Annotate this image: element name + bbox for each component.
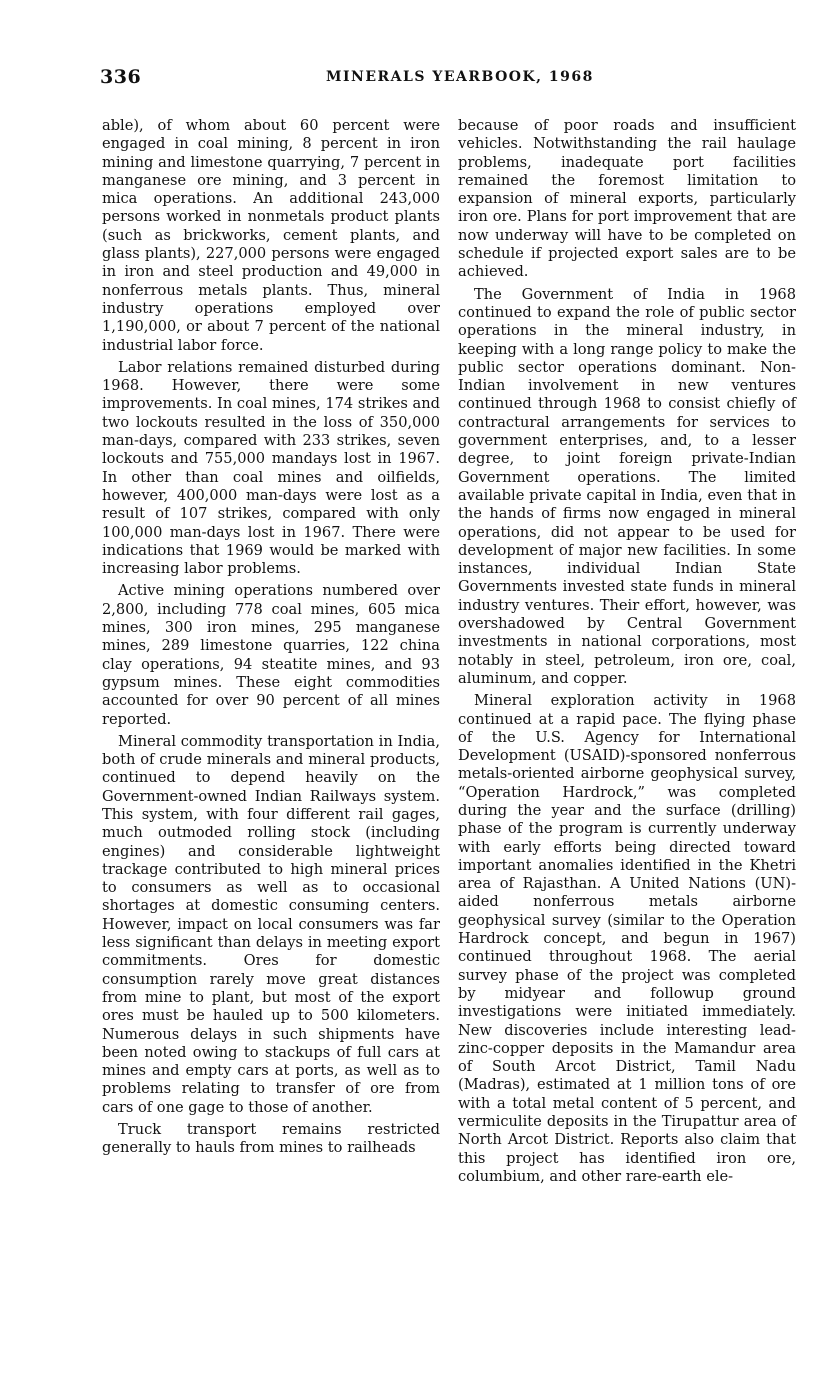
left-column: [102, 117, 440, 1162]
paragraph-port-facilities: because of poor roads and insufficient vehicles. Notwithstanding the rail haulage problems, inadequate port facilities remained the foremost limitation to expansion of mineral exports, particularly iron ore. Plans for port improvement that are now underway will have to be completed on schedule if projected export sales are to be achieved.: [458, 117, 796, 281]
paragraph-labor-relations: Labor relations remained disturbed during 1968. However, there were some improvements. In coal mines, 174 strikes and two lockouts resulted in the loss of 350,000 man-days, compared with 233 strikes, seven lockouts and 755,000 mandays lost in 1967. In other than coal mines and oilfields, however, 400,000 man-days were lost as a result of 107 strikes, compared with only 100,000 man-days lost in 1967. There were indications that 1969 would be marked with increasing labor problems.: [102, 358, 440, 578]
right-column: [458, 117, 796, 1190]
paragraph-employment: able), of whom about 60 percent were engaged in coal mining, 8 percent in iron mining and limestone quarrying, 7 percent in manganese ore mining, and 3 percent in mica operations. An additional 243,000 persons worked in nonmetals product plants (such as brickworks, cement plants, and glass plants), 227,000 persons were engaged in iron and steel production and 49,000 in nonferrous metals plants. Thus, mineral industry operations employed over 1,190,000, or about 7 percent of the national industrial labor force.: [102, 117, 440, 354]
paragraph-public-sector: The Government of India in 1968 continued to expand the role of public sector operations in the mineral industry, in keeping with a long range policy to make the public sector operations dominant. Non-Indian involvement in new ventures continued through 1968 to consist chiefly of contractural arrangements for services to government enterprises, and, to a lesser degree, to joint foreign private-Indian Government operations. The limited available private capital in India, even that in the hands of firms now engaged in mineral operations, did not appear to be used for development of major new facilities. In some instances, individual Indian State Governments invested state funds in mineral industry ventures. Their effort, however, was overshadowed by Central Government investments in national corporations, most notably in steel, petroleum, iron ore, coal, aluminum, and copper.: [458, 285, 796, 687]
page-header: [100, 66, 800, 92]
paragraph-mining-operations: Active mining operations numbered over 2,800, including 778 coal mines, 605 mica mines, 300 iron mines, 295 manganese mines, 289 limestone quarries, 122 china clay operations, 94 steatite mines, and 93 gypsum mines. These eight commodities accounted for over 90 percent of all mines reported.: [102, 582, 440, 728]
page-number: 336: [100, 66, 142, 88]
paragraph-truck-transport: Truck transport remains restricted generally to hauls from mines to railheads: [102, 1121, 440, 1157]
paragraph-exploration: Mineral exploration activity in 1968 continued at a rapid pace. The flying phase of the U.S. Agency for International Development (USAID)-sponsored nonferrous metals-oriented airborne geophysical survey, “Operation Hardrock,” was completed during the year and the surface (drilling) phase of the program is currently underway with early efforts being directed toward important anomalies identified in the Khetri area of Rajasthan. A United Nations (UN)-aided nonferrous metals airborne geophysical survey (similar to the Operation Hardrock concept, and begun in 1967) continued throughout 1968. The aerial survey phase of the project was completed by midyear and followup ground investigations were initiated immediately. New discoveries include interesting lead-zinc-copper deposits in the Mamandur area of South Arcot District, Tamil Nadu (Madras), estimated at 1 million tons of ore with a total metal content of 5 percent, and vermiculite deposits in the Tirupattur area of North Arcot District. Reports also claim that this project has identified iron ore, columbium, and other rare-earth ele-: [458, 692, 796, 1185]
running-title: MINERALS YEARBOOK, 1968: [326, 69, 594, 85]
paragraph-transportation: Mineral commodity transportation in India, both of crude minerals and mineral products, continued to depend heavily on the Government-owned Indian Railways system. This system, with four different rail gages, much outmoded rolling stock (including engines) and considerable lightweight trackage contributed to high mineral prices to consumers as well as to occasional shortages at domestic consuming centers. However, impact on local consumers was far less significant than delays in meeting export commitments. Ores for domestic consumption rarely move great distances from mine to plant, but most of the export ores must be hauled up to 500 kilometers. Numerous delays in such shipments have been noted owing to stackups of full cars at mines and empty cars at ports, as well as to problems relating to transfer of ore from cars of one gage to those of another.: [102, 732, 440, 1116]
